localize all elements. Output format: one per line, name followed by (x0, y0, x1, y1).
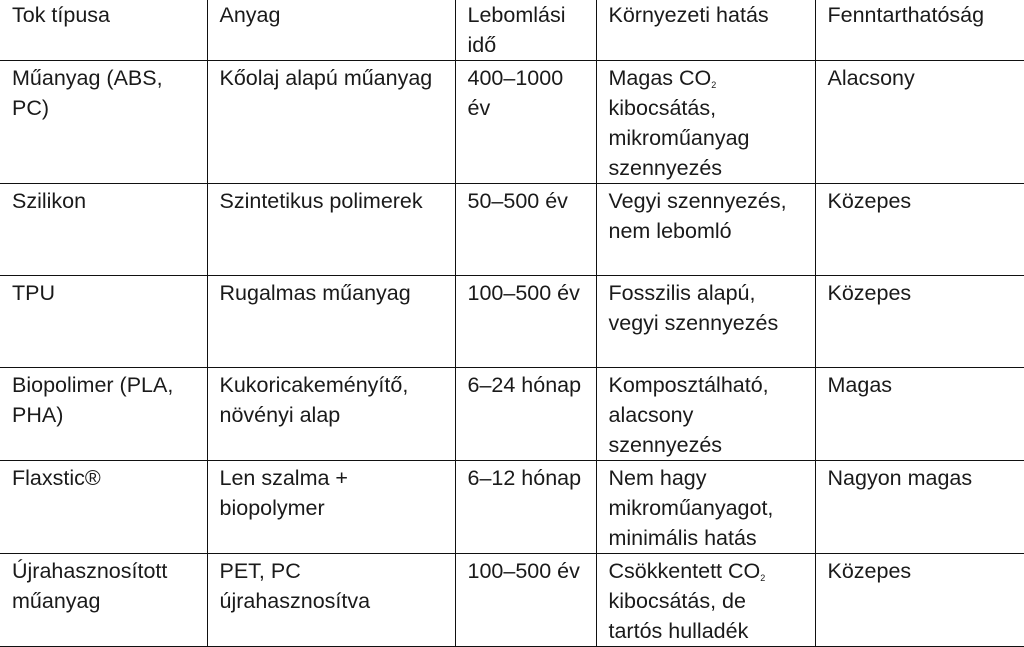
cell-degradation-time: 6–12 hónap (455, 461, 596, 554)
table-row (0, 61, 1024, 184)
table-header-row (0, 0, 1024, 61)
cell-environmental-impact: Vegyi szennyezés, nem lebomló (596, 184, 815, 276)
cell-case-type: Biopolimer (PLA, PHA) (0, 368, 207, 461)
table-row (0, 461, 1024, 554)
cell-sustainability: Alacsony (815, 61, 1024, 184)
header-environmental-impact: Környezeti hatás (596, 0, 815, 61)
header-sustainability: Fenntarthatóság (815, 0, 1024, 61)
cell-environmental-impact: Nem hagy mikroműanyagot, minimális hatás (596, 461, 815, 554)
cell-degradation-time: 100–500 év (455, 554, 596, 647)
cell-material: Kukoricakeményítő, növényi alap (207, 368, 455, 461)
impact-text-start: Csökkentett CO (608, 559, 761, 583)
cell-environmental-impact: Komposztálható, alacsony szennyezés (596, 368, 815, 461)
cell-sustainability: Közepes (815, 276, 1024, 368)
header-material: Anyag (207, 0, 455, 61)
cell-case-type: TPU (0, 276, 207, 368)
cell-environmental-impact: Fosszilis alapú, vegyi szennyezés (596, 276, 815, 368)
cell-degradation-time: 6–24 hónap (455, 368, 596, 461)
cell-case-type: Flaxstic® (0, 461, 207, 554)
cell-environmental-impact (596, 554, 815, 647)
header-case-type: Tok típusa (0, 0, 207, 61)
co2-subscript: 2 (711, 80, 717, 90)
cell-material: PET, PC újrahasznosítva (207, 554, 455, 647)
cell-environmental-impact (596, 61, 815, 184)
cell-degradation-time: 400–1000 év (455, 61, 596, 184)
cell-case-type: Szilikon (0, 184, 207, 276)
table-row (0, 184, 1024, 276)
cell-degradation-time: 50–500 év (455, 184, 596, 276)
cell-sustainability: Nagyon magas (815, 461, 1024, 554)
cell-material: Len szalma + biopolymer (207, 461, 455, 554)
cell-sustainability: Közepes (815, 184, 1024, 276)
cell-sustainability: Magas (815, 368, 1024, 461)
table-row (0, 276, 1024, 368)
cell-material: Szintetikus polimerek (207, 184, 455, 276)
cell-material: Kőolaj alapú műanyag (207, 61, 455, 184)
impact-text-end: kibocsátás, de tartós hulladék (608, 589, 749, 643)
impact-text-end: kibocsátás, mikroműanyag szennyezés (608, 96, 750, 180)
table-row (0, 368, 1024, 461)
cell-material: Rugalmas műanyag (207, 276, 455, 368)
table-row (0, 554, 1024, 647)
cell-sustainability: Közepes (815, 554, 1024, 647)
header-degradation-time: Lebomlási idő (455, 0, 596, 61)
cell-case-type: Újrahasznosított műanyag (0, 554, 207, 647)
cell-degradation-time: 100–500 év (455, 276, 596, 368)
impact-text-start: Magas CO (608, 66, 712, 90)
co2-subscript: 2 (760, 573, 766, 583)
cell-case-type: Műanyag (ABS, PC) (0, 61, 207, 184)
